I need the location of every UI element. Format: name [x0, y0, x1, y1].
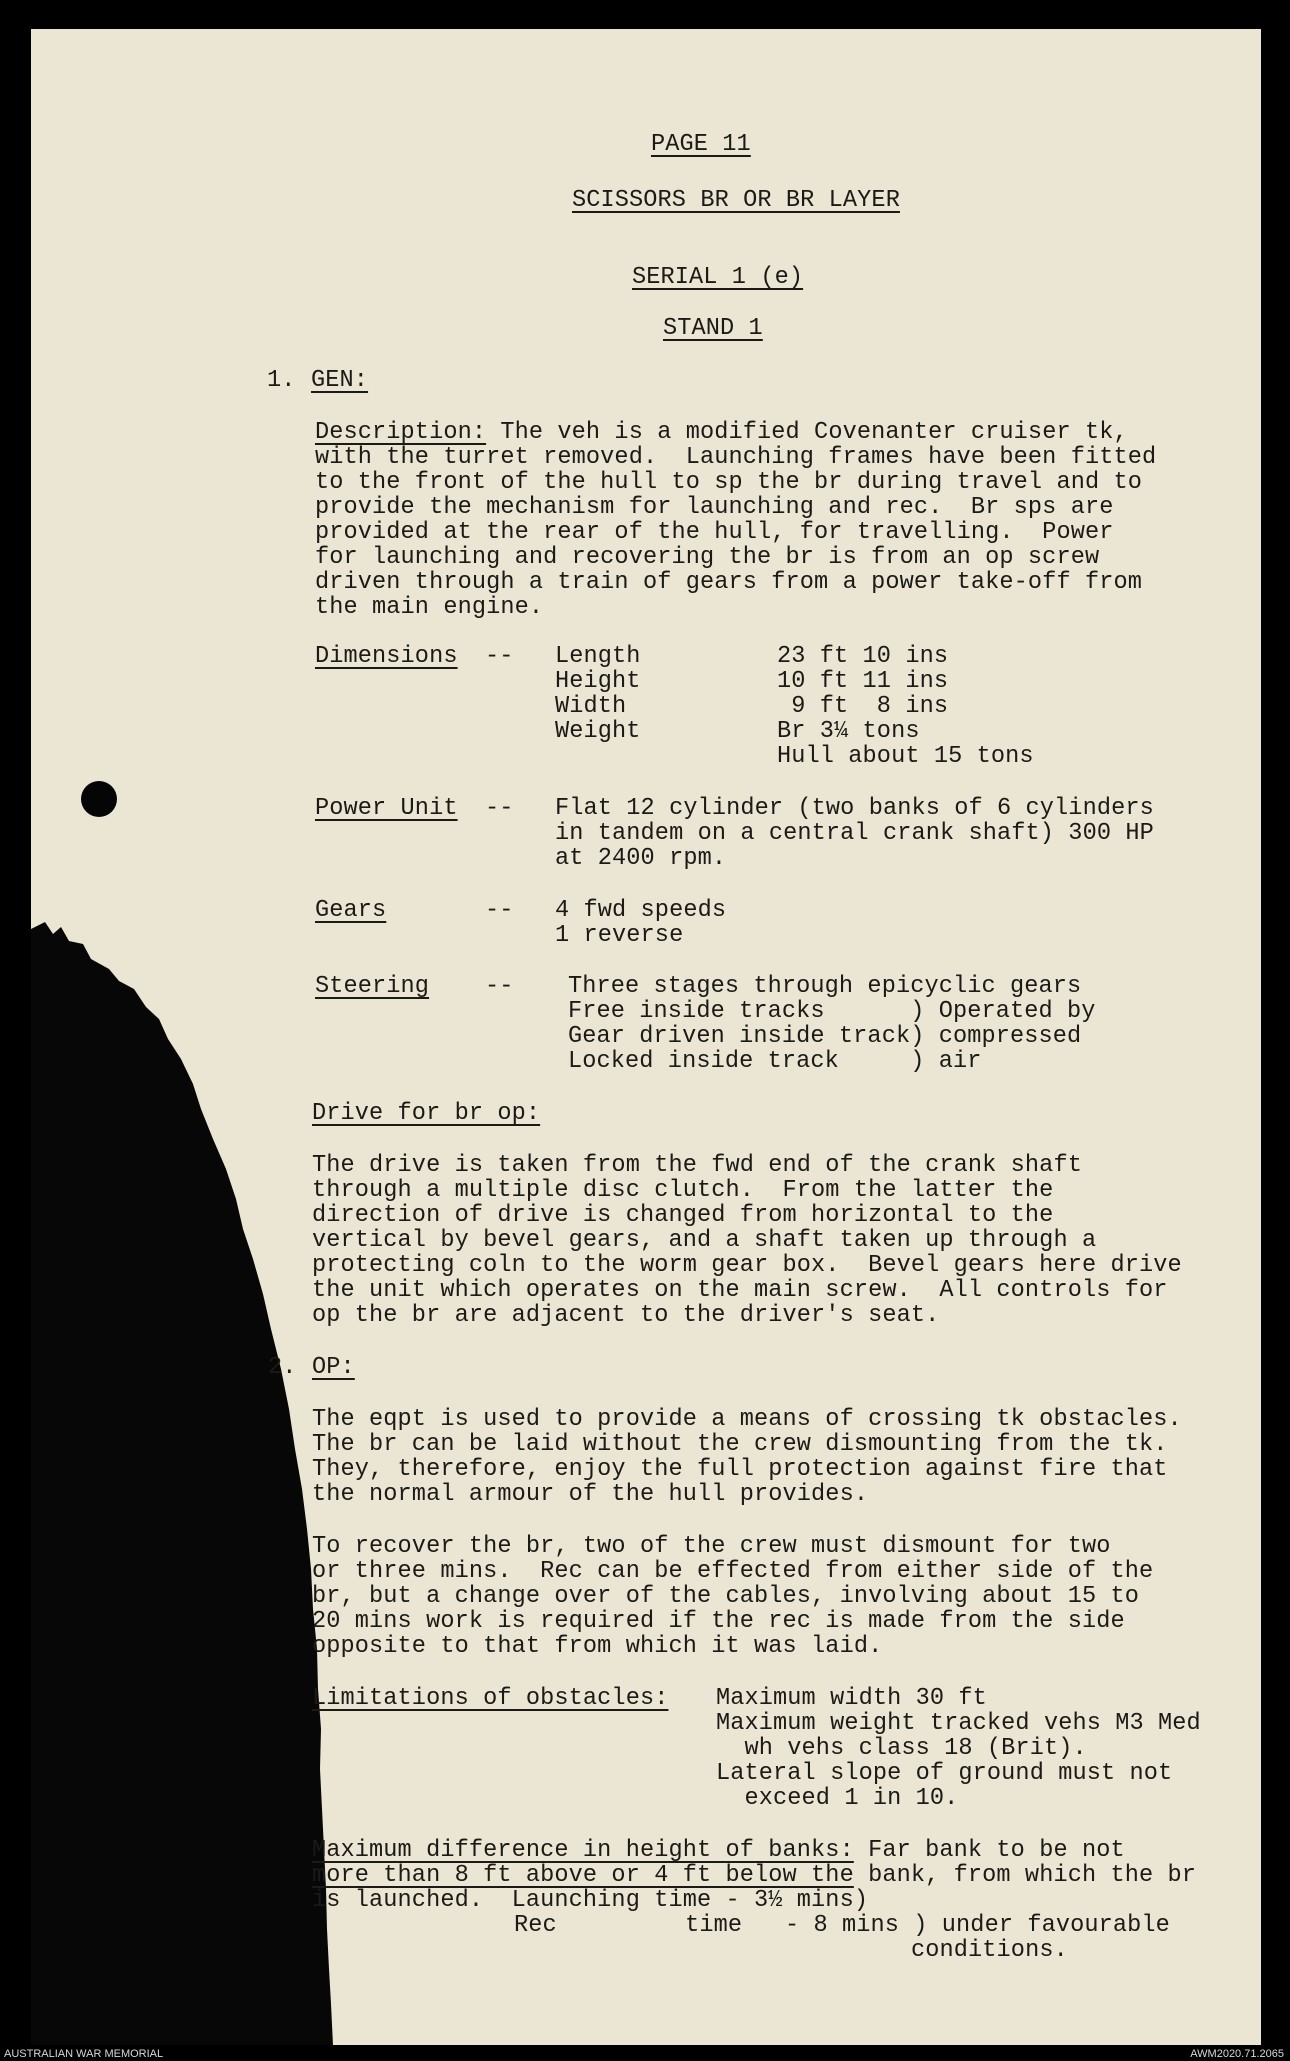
limitation-line: Lateral slope of ground must not: [716, 1760, 1173, 1787]
limitation-line: Maximum weight tracked vehs M3 Med: [716, 1710, 1201, 1737]
gears-dash: --: [485, 897, 514, 924]
dimension-name: Weight: [555, 718, 641, 745]
description-line: with the turret removed. Launching frames have been fitted: [315, 444, 1157, 471]
recover-line: 20 mins work is required if the rec is made from the side: [312, 1608, 1125, 1635]
dimension-value: 23 ft 10 ins: [777, 643, 949, 670]
steering-line: Three stages through epicyclic gears: [568, 973, 1082, 1000]
drive-line: direction of drive is changed from horizontal to the: [312, 1202, 1054, 1229]
gears-line: 1 reverse: [555, 922, 684, 949]
drive-line: through a multiple disc clutch. From the latter the: [312, 1177, 1054, 1204]
power-unit-dash: --: [485, 795, 514, 822]
op-line: They, therefore, enjoy the full protection against fire that: [312, 1456, 1168, 1483]
steering-line: Gear driven inside track) compressed: [568, 1023, 1082, 1050]
power-unit-line: Flat 12 cylinder (two banks of 6 cylinders: [555, 795, 1154, 822]
rec-time-line: Rec time - 8 mins ) under favourable: [457, 1912, 1170, 1939]
op-line: The br can be laid without the crew dismounting from the tk.: [312, 1431, 1168, 1458]
dimension-name: Length: [555, 643, 641, 670]
launch-time-line: is launched. Launching time - 3½ mins): [312, 1887, 869, 1914]
steering-line: Free inside tracks ) Operated by: [568, 998, 1096, 1025]
section-2-number: 2.: [268, 1354, 297, 1381]
limitation-line: wh vehs class 18 (Brit).: [716, 1735, 1087, 1762]
description-label: Description:: [315, 419, 487, 446]
drive-line: The drive is taken from the fwd end of the crank shaft: [312, 1152, 1082, 1179]
max-difference-line: more than 8 ft above or 4 ft below the bank, from which the br: [312, 1862, 1197, 1889]
dimension-value: Hull about 15 tons: [777, 743, 1034, 770]
section-1-heading: GEN:: [311, 367, 369, 394]
op-line: the normal armour of the hull provides.: [312, 1481, 869, 1508]
drive-line: the unit which operates on the main screw. All controls for: [312, 1277, 1168, 1304]
power-unit-label: Power Unit: [315, 795, 458, 822]
op-line: The eqpt is used to provide a means of crossing tk obstacles.: [312, 1406, 1182, 1433]
dimensions-label: Dimensions: [315, 643, 458, 670]
power-unit-line: in tandem on a central crank shaft) 300 HP: [555, 820, 1154, 847]
description-line: driven through a train of gears from a power take-off from: [315, 569, 1142, 596]
description-line: provided at the rear of the hull, for travelling. Power: [315, 519, 1114, 546]
power-unit-line: at 2400 rpm.: [555, 845, 727, 872]
drive-line: op the br are adjacent to the driver's seat.: [312, 1302, 940, 1329]
gears-label: Gears: [315, 897, 387, 924]
section-1-number: 1.: [267, 367, 296, 394]
description-line: for launching and recovering the br is from an op screw: [315, 544, 1100, 571]
recover-line: opposite to that from which it was laid.: [312, 1633, 883, 1660]
max-difference-label: Maximum difference in height of banks:: [312, 1837, 854, 1864]
dimensions-dash: --: [485, 643, 514, 670]
recover-line: To recover the br, two of the crew must dismount for two: [312, 1533, 1111, 1560]
limitations-label: Limitations of obstacles:: [312, 1685, 669, 1712]
doc-title: SCISSORS BR OR BR LAYER: [572, 187, 900, 214]
dimension-value: 10 ft 11 ins: [777, 668, 949, 695]
stand-heading: STAND 1: [663, 315, 763, 342]
dimension-value: Br 3¼ tons: [777, 718, 920, 745]
footer-reference: AWM2020.71.2065: [1190, 2048, 1284, 2060]
max-difference-line: Maximum difference in height of banks: Far bank to be not: [312, 1837, 1125, 1864]
steering-line: Locked inside track ) air: [568, 1048, 982, 1075]
description-line: Description: The veh is a modified Covenanter cruiser tk,: [315, 419, 1128, 446]
description-line: to the front of the hull to sp the br during travel and to: [315, 469, 1142, 496]
limitation-line: exceed 1 in 10.: [716, 1785, 959, 1812]
dimension-value: 9 ft 8 ins: [777, 693, 949, 720]
description-line: the main engine.: [315, 594, 544, 621]
page-number: PAGE 11: [651, 131, 751, 158]
footer-archive-name: AUSTRALIAN WAR MEMORIAL: [4, 2048, 164, 2060]
recover-line: br, but a change over of the cables, involving about 15 to: [312, 1583, 1139, 1610]
dimension-name: Height: [555, 668, 641, 695]
description-line: provide the mechanism for launching and rec. Br sps are: [315, 494, 1114, 521]
drive-line: vertical by bevel gears, and a shaft taken up through a: [312, 1227, 1097, 1254]
recover-line: or three mins. Rec can be effected from either side of the: [312, 1558, 1154, 1585]
document-page: [31, 29, 1261, 2045]
steering-label: Steering: [315, 973, 430, 1000]
limitation-line: Maximum width 30 ft: [716, 1685, 987, 1712]
serial-heading: SERIAL 1 (e): [632, 264, 804, 291]
dimension-name: Width: [555, 693, 627, 720]
section-2-heading: OP:: [312, 1354, 355, 1381]
punch-hole: [81, 781, 117, 817]
gears-line: 4 fwd speeds: [555, 897, 727, 924]
drive-heading: Drive for br op:: [312, 1100, 541, 1127]
drive-line: protecting coln to the worm gear box. Bevel gears here drive: [312, 1252, 1182, 1279]
conditions-line: conditions.: [911, 1937, 1068, 1964]
steering-dash: --: [485, 973, 514, 1000]
